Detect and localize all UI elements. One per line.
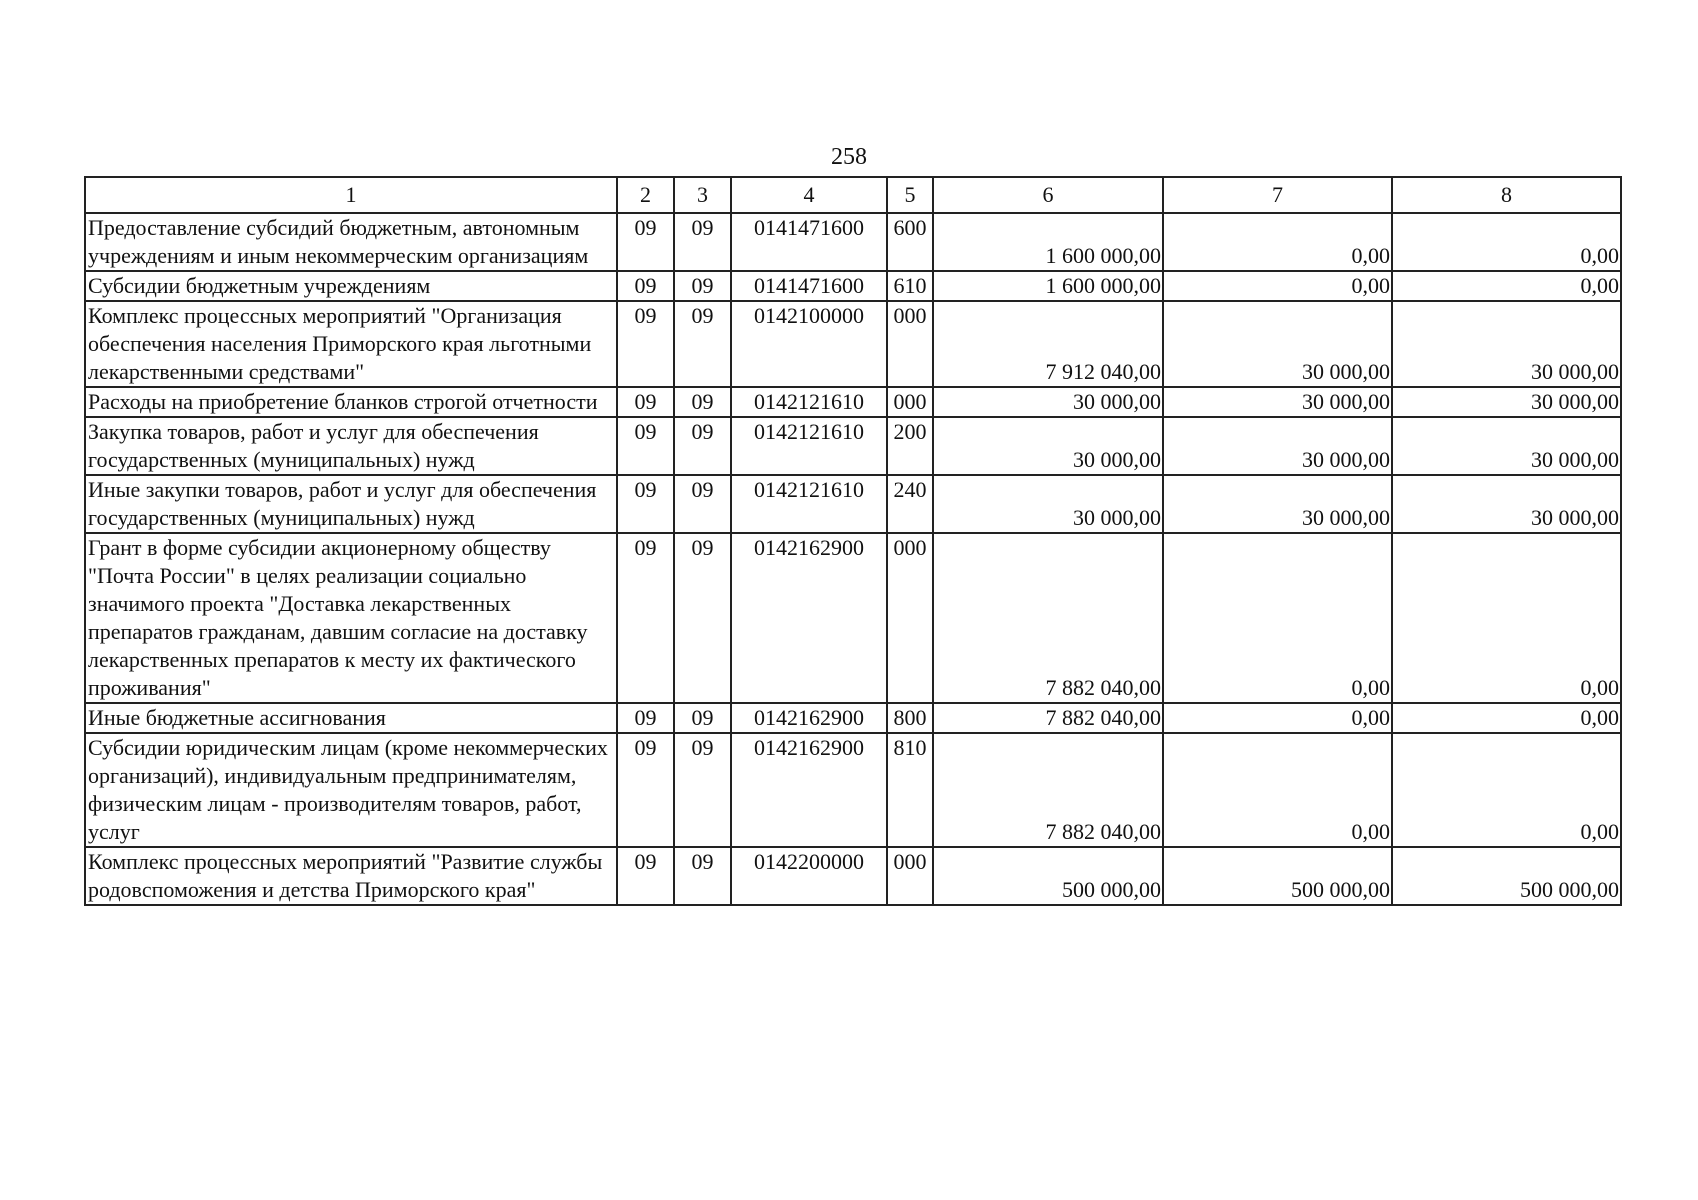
column-header-8: 8 [1392,177,1621,213]
amount-col6-cell: 30 000,00 [933,387,1163,417]
row-name-cell: Субсидии бюджетным учреждениям [85,271,617,301]
section-cell: 09 [617,475,674,533]
target-article-cell: 0142200000 [731,847,887,905]
table-row [85,475,1621,533]
table-body [85,213,1621,905]
amount-col7-cell: 30 000,00 [1163,387,1392,417]
amount-col8-cell: 0,00 [1392,533,1621,703]
subsection-cell: 09 [674,271,731,301]
subsection-cell: 09 [674,847,731,905]
amount-col7-cell: 500 000,00 [1163,847,1392,905]
target-article-cell: 0142100000 [731,301,887,387]
amount-col8-cell: 30 000,00 [1392,475,1621,533]
amount-col8-cell: 30 000,00 [1392,417,1621,475]
expense-type-cell: 600 [887,213,933,271]
subsection-cell: 09 [674,417,731,475]
row-name-cell: Иные бюджетные ассигнования [85,703,617,733]
amount-col6-cell: 1 600 000,00 [933,271,1163,301]
table-row [85,847,1621,905]
target-article-cell: 0142121610 [731,417,887,475]
row-name-cell: Закупка товаров, работ и услуг для обеспечения государственных (муниципальных) нужд [85,417,617,475]
amount-col8-cell: 0,00 [1392,213,1621,271]
target-article-cell: 0142162900 [731,703,887,733]
amount-col8-cell: 0,00 [1392,733,1621,847]
expense-type-cell: 800 [887,703,933,733]
column-header-6: 6 [933,177,1163,213]
target-article-cell: 0141471600 [731,213,887,271]
row-name-cell: Предоставление субсидий бюджетным, автономным учреждениям и иным некоммерческим организациям [85,213,617,271]
amount-col7-cell: 30 000,00 [1163,417,1392,475]
amount-col6-cell: 7 912 040,00 [933,301,1163,387]
amount-col7-cell: 0,00 [1163,703,1392,733]
subsection-cell: 09 [674,533,731,703]
amount-col6-cell: 30 000,00 [933,417,1163,475]
amount-col6-cell: 1 600 000,00 [933,213,1163,271]
amount-col8-cell: 0,00 [1392,271,1621,301]
amount-col8-cell: 30 000,00 [1392,301,1621,387]
amount-col6-cell: 7 882 040,00 [933,733,1163,847]
section-cell: 09 [617,271,674,301]
amount-col8-cell: 30 000,00 [1392,387,1621,417]
target-article-cell: 0141471600 [731,271,887,301]
table-row [85,533,1621,703]
row-name-cell: Субсидии юридическим лицам (кроме некоммерческих организаций), индивидуальным предпринимателям, физическим лицам - производителям товаров, работ, услуг [85,733,617,847]
section-cell: 09 [617,733,674,847]
section-cell: 09 [617,213,674,271]
amount-col8-cell: 500 000,00 [1392,847,1621,905]
subsection-cell: 09 [674,387,731,417]
amount-col7-cell: 0,00 [1163,533,1392,703]
subsection-cell: 09 [674,475,731,533]
column-header-4: 4 [731,177,887,213]
row-name-cell: Комплекс процессных мероприятий "Организация обеспечения населения Приморского края льготными лекарственными средствами" [85,301,617,387]
target-article-cell: 0142121610 [731,387,887,417]
section-cell: 09 [617,387,674,417]
expense-type-cell: 610 [887,271,933,301]
table-row [85,417,1621,475]
amount-col8-cell: 0,00 [1392,703,1621,733]
section-cell: 09 [617,847,674,905]
amount-col7-cell: 30 000,00 [1163,301,1392,387]
expense-type-cell: 000 [887,533,933,703]
expense-type-cell: 200 [887,417,933,475]
expense-type-cell: 240 [887,475,933,533]
column-header-5: 5 [887,177,933,213]
expense-type-cell: 000 [887,847,933,905]
amount-col6-cell: 30 000,00 [933,475,1163,533]
target-article-cell: 0142162900 [731,533,887,703]
subsection-cell: 09 [674,703,731,733]
amount-col6-cell: 500 000,00 [933,847,1163,905]
row-name-cell: Иные закупки товаров, работ и услуг для обеспечения государственных (муниципальных) нужд [85,475,617,533]
table-row [85,703,1621,733]
amount-col7-cell: 0,00 [1163,733,1392,847]
column-header-7: 7 [1163,177,1392,213]
column-header-1: 1 [85,177,617,213]
table-row [85,387,1621,417]
amount-col7-cell: 30 000,00 [1163,475,1392,533]
expense-type-cell: 000 [887,387,933,417]
amount-col6-cell: 7 882 040,00 [933,533,1163,703]
table-row [85,213,1621,271]
table-row [85,271,1621,301]
section-cell: 09 [617,417,674,475]
subsection-cell: 09 [674,733,731,847]
amount-col6-cell: 7 882 040,00 [933,703,1163,733]
row-name-cell: Грант в форме субсидии акционерному обществу "Почта России" в целях реализации социально значимого проекта "Доставка лекарственных препаратов гражданам, давшим согласие на доставку лекарственных препаратов к месту их фактического проживания" [85,533,617,703]
column-header-2: 2 [617,177,674,213]
row-name-cell: Расходы на приобретение бланков строгой отчетности [85,387,617,417]
expense-type-cell: 000 [887,301,933,387]
row-name-cell: Комплекс процессных мероприятий "Развитие службы родовспоможения и детства Приморского края" [85,847,617,905]
section-cell: 09 [617,301,674,387]
table-row [85,733,1621,847]
amount-col7-cell: 0,00 [1163,271,1392,301]
subsection-cell: 09 [674,213,731,271]
target-article-cell: 0142121610 [731,475,887,533]
amount-col7-cell: 0,00 [1163,213,1392,271]
column-header-3: 3 [674,177,731,213]
budget-table [84,176,1622,906]
section-cell: 09 [617,533,674,703]
page-number: 258 [831,144,867,170]
subsection-cell: 09 [674,301,731,387]
table-header-row [85,177,1621,213]
table-row [85,301,1621,387]
expense-type-cell: 810 [887,733,933,847]
target-article-cell: 0142162900 [731,733,887,847]
section-cell: 09 [617,703,674,733]
